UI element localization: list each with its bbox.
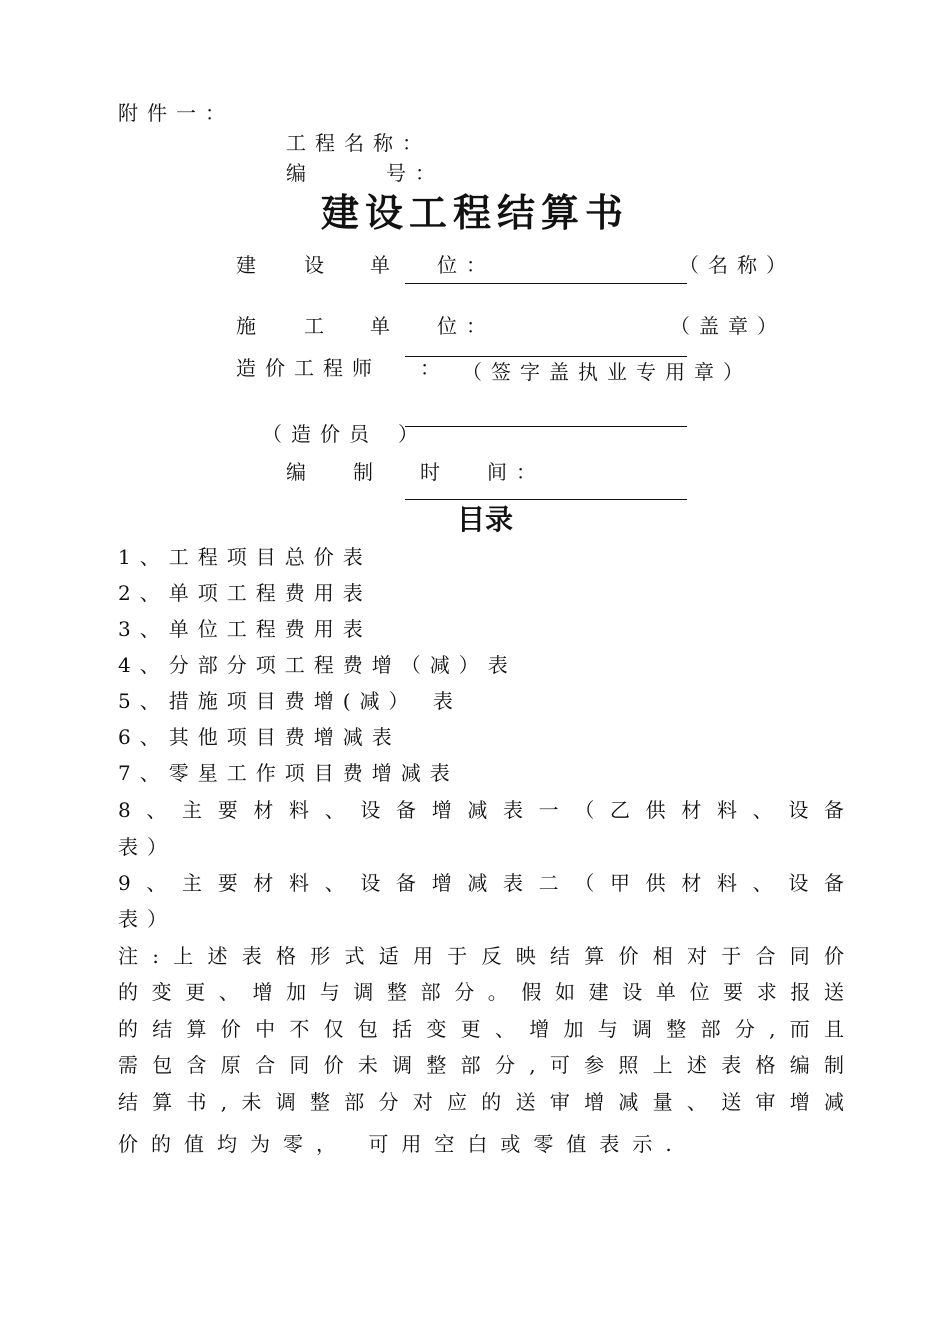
date-label-4: 间：: [487, 460, 545, 484]
toc-item-2: 2、单项工程费用表: [118, 581, 372, 605]
builder-label-2: 设: [304, 253, 324, 277]
project-name-label: 工程名称：: [286, 131, 431, 155]
clerk-label: （造价员: [262, 422, 378, 446]
clerk-close: ）: [398, 422, 418, 446]
attachment-label: 附件一：: [118, 101, 234, 125]
builder-note: （名称）: [679, 253, 795, 277]
toc-item-9-cont: 表）: [118, 907, 176, 931]
number-label-a: 编: [286, 161, 306, 185]
toc-item-9: 9、主要材料、设备增减表二（甲供材料、设备: [118, 871, 844, 895]
builder-signature-line: [405, 283, 687, 284]
note-line-1: 注:上述表格形式适用于反映结算价相对于合同价: [118, 944, 844, 968]
number-label-b: 号：: [386, 161, 444, 185]
contractor-label-4: 位：: [437, 314, 495, 338]
note-line-3: 的结算价中不仅包括变更、增加与调整部分,而且: [118, 1017, 844, 1041]
engineer-label: 造价工程师: [236, 356, 381, 380]
engineer-colon: ：: [420, 356, 440, 380]
date-label-3: 时: [420, 460, 440, 484]
builder-label-1: 建: [236, 253, 256, 277]
toc-item-1: 1、工程项目总价表: [118, 545, 372, 569]
contractor-signature-line: [405, 356, 687, 357]
note-line-6: 价的值均为零， 可用空白或零值表示.: [118, 1132, 685, 1156]
note-line-4: 需包含原合同价未调整部分,可参照上述表格编制: [118, 1053, 844, 1077]
note-line-5: 结算书,未调整部分对应的送审增减量、送审增减: [118, 1090, 844, 1114]
toc-item-5: 5、措施项目费增(减） 表: [118, 689, 462, 713]
note-line-2: 的变更、增加与调整部分。假如建设单位要求报送: [118, 980, 844, 1004]
toc-item-7: 7、零星工作项目费增减表: [118, 761, 459, 785]
date-label-1: 编: [286, 460, 306, 484]
toc-item-8: 8、主要材料、设备增减表一（乙供材料、设备: [118, 798, 844, 822]
document-title: 建设工程结算书: [320, 190, 629, 235]
toc-item-3: 3、单位工程费用表: [118, 617, 372, 641]
clerk-signature-line: [405, 426, 687, 427]
builder-label-4: 位：: [437, 253, 495, 277]
builder-label-3: 单: [370, 253, 390, 277]
toc-item-8-cont: 表）: [118, 835, 176, 859]
date-signature-line: [405, 499, 687, 500]
contractor-label-1: 施: [236, 314, 256, 338]
contractor-label-3: 单: [370, 314, 390, 338]
contractor-note: （盖章）: [670, 314, 786, 338]
contractor-label-2: 工: [304, 314, 324, 338]
toc-item-6: 6、其他项目费增减表: [118, 725, 401, 749]
engineer-note: （签字盖执业专用章）: [462, 360, 752, 384]
toc-item-4: 4、分部分项工程费增（减）表: [118, 653, 517, 677]
date-label-2: 制: [353, 460, 373, 484]
toc-heading: 目录: [456, 503, 513, 536]
